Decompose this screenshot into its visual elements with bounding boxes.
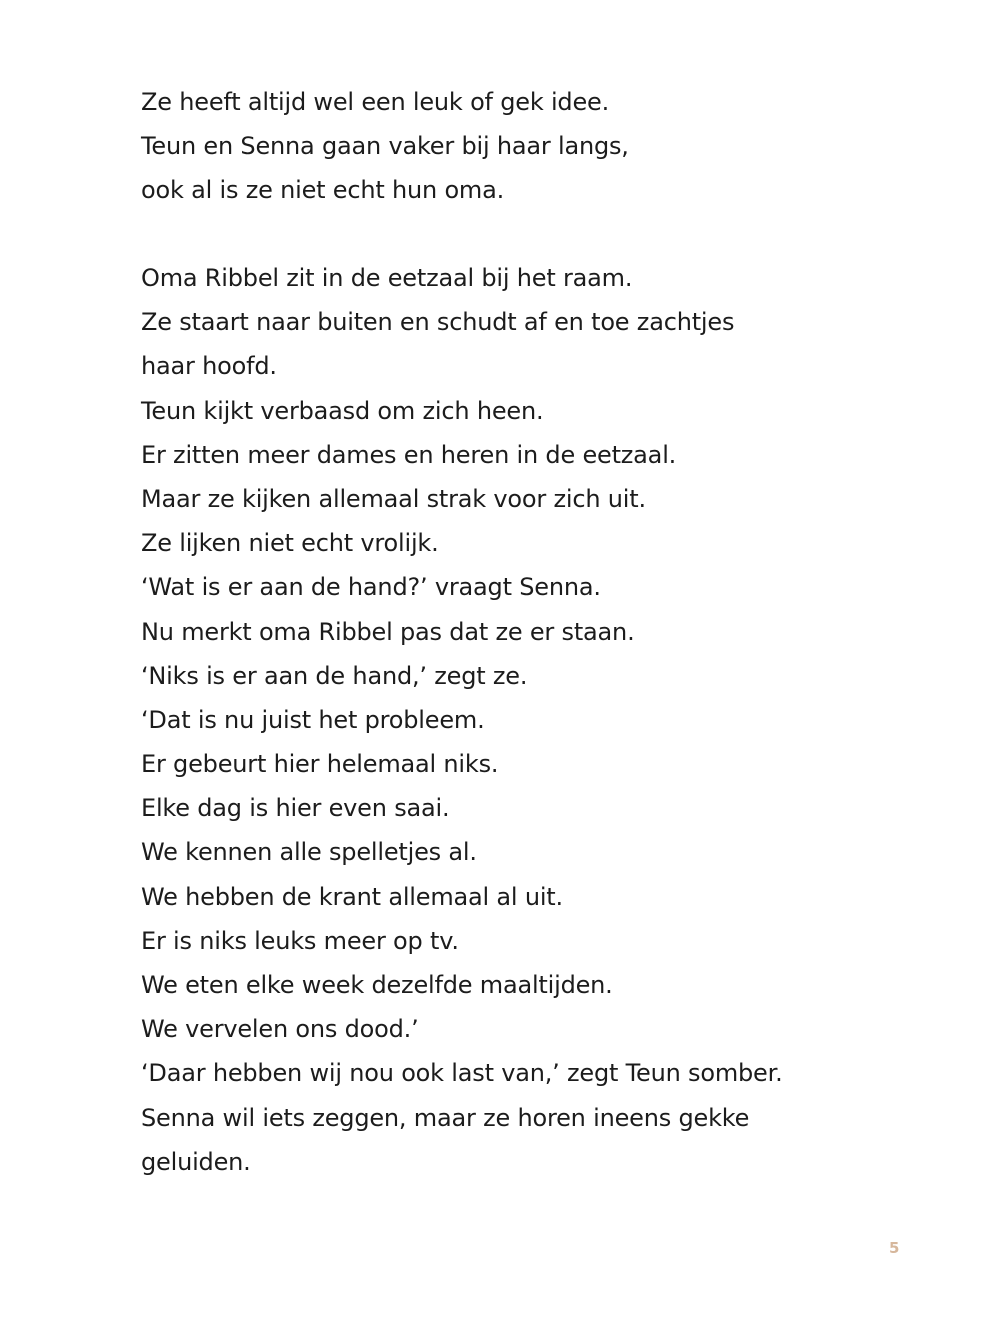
text-line: Oma Ribbel zit in de eetzaal bij het raam. — [141, 264, 633, 292]
page-number: 5 — [889, 1239, 900, 1257]
text-line: Teun kijkt verbaasd om zich heen. — [141, 396, 544, 425]
text-line: Er gebeurt hier helemaal niks. — [141, 750, 499, 779]
text-line: Ze staart naar buiten en schudt af en toe zachtjes — [141, 308, 735, 337]
text-line: Ze heeft altijd wel een leuk of gek idee. — [141, 88, 610, 116]
paragraph-2 — [141, 256, 941, 1184]
text-line: geluiden. — [141, 1147, 251, 1176]
text-line: ‘Wat is er aan de hand?’ vraagt Senna. — [141, 573, 601, 602]
text-line: We vervelen ons dood.’ — [141, 1015, 419, 1044]
paragraph-1 — [141, 80, 941, 213]
text-line: Teun en Senna gaan vaker bij haar langs, — [141, 132, 629, 161]
text-line: Nu merkt oma Ribbel pas dat ze er staan. — [141, 617, 635, 646]
text-line: ‘Daar hebben wij nou ook last van,’ zegt Teun somber. — [141, 1059, 783, 1088]
text-line: ‘Niks is er aan de hand,’ zegt ze. — [141, 661, 528, 690]
text-line: We hebben de krant allemaal al uit. — [141, 882, 563, 911]
text-line: Maar ze kijken allemaal strak voor zich uit. — [141, 484, 646, 513]
text-line: Er is niks leuks meer op tv. — [141, 926, 459, 955]
text-line: We eten elke week dezelfde maaltijden. — [141, 971, 613, 999]
text-line: We kennen alle spelletjes al. — [141, 838, 477, 867]
text-line: haar hoofd. — [141, 352, 277, 381]
text-line: Senna wil iets zeggen, maar ze horen ineens gekke — [141, 1103, 750, 1132]
text-line: ook al is ze niet echt hun oma. — [141, 176, 505, 205]
text-line: Elke dag is hier even saai. — [141, 794, 450, 823]
text-line: Er zitten meer dames en heren in de eetzaal. — [141, 440, 677, 469]
text-line: Ze lijken niet echt vrolijk. — [141, 529, 439, 558]
text-line: ‘Dat is nu juist het probleem. — [141, 705, 485, 734]
